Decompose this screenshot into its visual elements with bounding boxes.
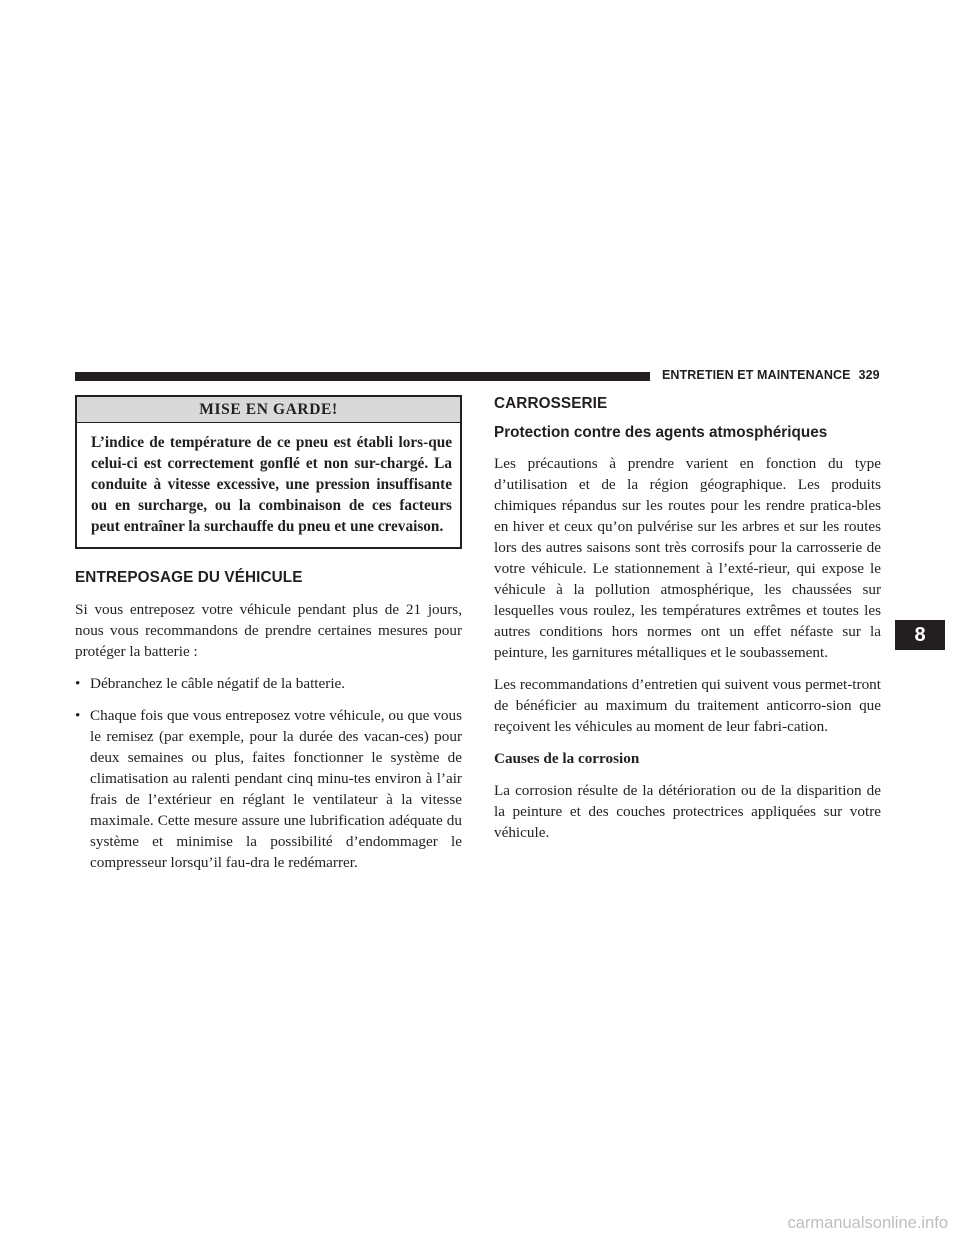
- section-title: ENTRETIEN ET MAINTENANCE: [662, 368, 851, 382]
- watermark: carmanualsonline.info: [787, 1214, 948, 1232]
- warning-text: L’indice de température de ce pneu est établi lors-que celui-ci est correctement gonflé et non sur-chargé. La conduite à vitesse excessive, une pression insuffisante ou en surcharge, ou la combinaison de ces facteurs peut entraîner la surchauffe du pneu et une crevaison.: [91, 434, 452, 535]
- storage-bullet-list: [75, 673, 462, 873]
- left-column: [75, 395, 462, 873]
- warning-title: MISE EN GARDE!: [77, 397, 460, 423]
- chapter-tab: 8: [895, 620, 945, 650]
- storage-heading: ENTREPOSAGE DU VÉHICULE: [75, 569, 303, 586]
- header-rule: [75, 372, 650, 381]
- right-column: [494, 395, 881, 843]
- body-paragraph-2: Les recommandations d’entretien qui suivent vous permet-tront de bénéficier au maximum du traitement anticorro-sion que reçoivent les véhicules au moment de leur fabri-cation.: [494, 676, 881, 735]
- causes-heading: Causes de la corrosion: [494, 750, 640, 767]
- warning-box: [75, 395, 462, 549]
- body-heading: CARROSSERIE: [494, 395, 608, 412]
- list-item: • Chaque fois que vous entreposez votre véhicule, ou que vous le remisez (par exemple, pour la durée des vacan-ces) pour deux semaines ou plus, faites fonctionner le système de climatisation au ralenti pendant cinq minu-tes environ à l’air frais de l’extérieur en réglant le ventilateur à la vitesse maximale. Cette mesure assure une lubrification adéquate du système et minimise la possibilité d’endommager le compresseur lorsqu’il fau-dra le redémarrer.: [75, 705, 462, 873]
- body-subheading: Protection contre des agents atmosphériques: [494, 424, 828, 441]
- list-item: • Débranchez le câble négatif de la batterie.: [75, 673, 462, 694]
- causes-text: La corrosion résulte de la détérioration ou de la disparition de la peinture et des couches protectrices appliquées sur votre véhicule.: [494, 782, 881, 841]
- running-header: [662, 368, 887, 382]
- storage-intro: Si vous entreposez votre véhicule pendant plus de 21 jours, nous vous recommandons de prendre certaines mesures pour protéger la batterie :: [75, 601, 462, 660]
- page-number: 329: [858, 368, 880, 382]
- body-paragraph-1: Les précautions à prendre varient en fonction du type d’utilisation et de la région géographique. Les produits chimiques répandus sur les routes pour les rendre pratica-bles en hiver et ceux qu’on pulvérise sur les arbres et sur les routes lors des autres saisons sont très corrosifs pour la carrosserie de votre véhicule. Le stationnement à l’exté-rieur, qui expose le véhicule à la pollution atmosphérique, les chaussées sur lesquelles vous roulez, les températures extrêmes et toutes les autres conditions hors normes ont un effet néfaste sur la peinture, les garnitures métalliques et le soubassement.: [494, 455, 881, 661]
